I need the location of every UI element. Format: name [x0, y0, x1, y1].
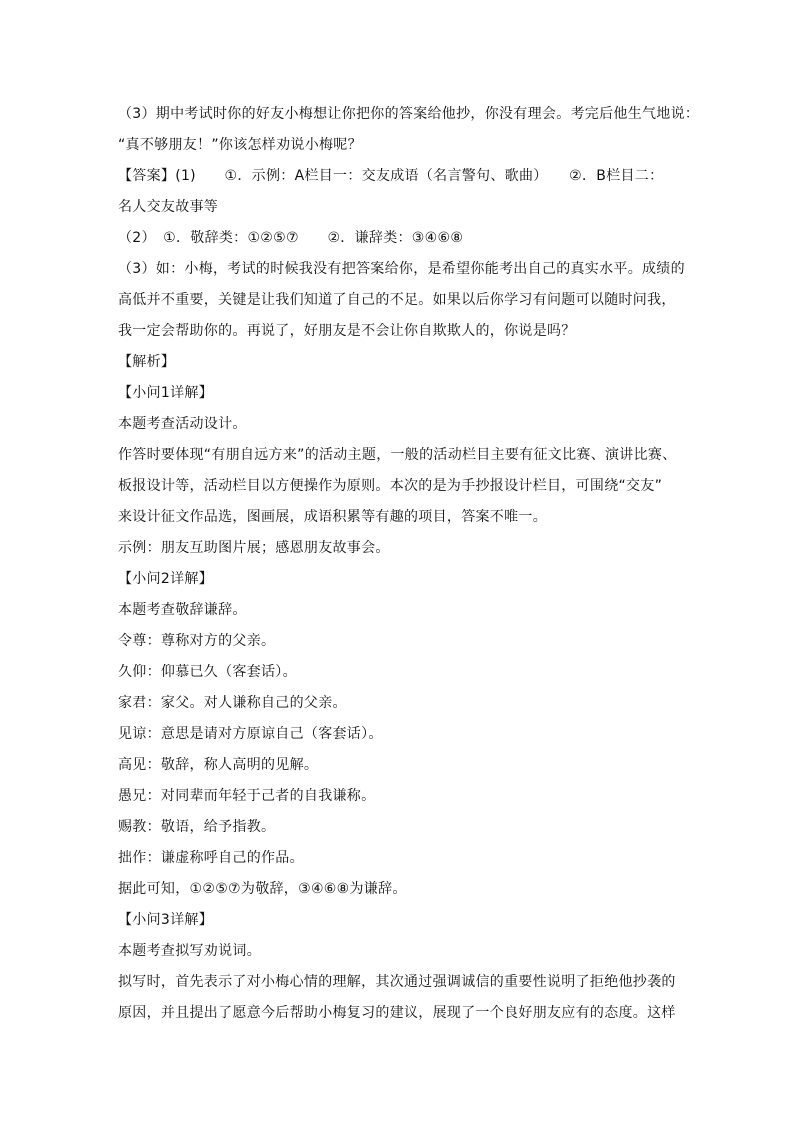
- question-3: （3）期中考试时你的好友小梅想让你把你的答案给他抄，你没有理会。考完后他生气地说：: [118, 106, 700, 122]
- answer-1-line2: 名人交友故事等: [118, 199, 219, 215]
- answer-3-line3: 我一定会帮助你的。再说了，好朋友是不会让你自欺欺人的，你说是吗？: [118, 323, 576, 339]
- analysis-heading: 【解析】: [118, 354, 176, 370]
- paragraph: 本题考查拟写劝说词。: [118, 943, 261, 959]
- term-definition: 家君：家父。对人谦称自己的父亲。: [118, 695, 347, 711]
- answer-2: （2） ①．敬辞类：①②⑤⑦ ②．谦辞类：③④⑥⑧: [118, 230, 464, 246]
- paragraph: 拟写时，首先表示了对小梅心情的理解，其次通过强调诚信的重要性说明了拒绝他抄袭的: [118, 974, 676, 990]
- answer-3-line2: 高低并不重要，关键是让我们知道了自己的不足。如果以后你学习有问题可以随时问我，: [118, 292, 676, 308]
- sub-question-1-heading: 【小问1详解】: [118, 385, 214, 401]
- paragraph: 原因，并且提出了愿意今后帮助小梅复习的建议，展现了一个良好朋友应有的态度。这样: [118, 1005, 676, 1021]
- term-definition: 见谅：意思是请对方原谅自己（客套话）。: [118, 726, 383, 742]
- answer-3-line1: （3）如：小梅，考试的时候我没有把答案给你，是希望你能考出自己的真实水平。成绩的: [118, 261, 685, 277]
- term-definition: 愚兄：对同辈而年轻于己者的自我谦称。: [118, 788, 376, 804]
- term-definition: 令尊：尊称对方的父亲。: [118, 633, 276, 649]
- paragraph: 示例：朋友互助图片展；感恩朋友故事会。: [118, 540, 390, 556]
- paragraph: 本题考查敬辞谦辞。: [118, 602, 247, 618]
- question-3-quote: “真不够朋友！”你该怎样劝说小梅呢？: [118, 137, 362, 153]
- sub-question-2-heading: 【小问2详解】: [118, 571, 214, 587]
- sub-question-3-heading: 【小问3详解】: [118, 912, 214, 928]
- paragraph: 板报设计等，活动栏目以方便操作为原则。本次的是为手抄报设计栏目，可围绕“交友”: [118, 478, 663, 494]
- paragraph: 据此可知，①②⑤⑦为敬辞，③④⑥⑧为谦辞。: [118, 881, 407, 897]
- paragraph: 本题考查活动设计。: [118, 416, 247, 432]
- term-definition: 高见：敬辞，称人高明的见解。: [118, 757, 319, 773]
- paragraph: 来设计征文作品选，图画展，成语积累等有趣的项目，答案不唯一。: [118, 509, 547, 525]
- term-definition: 拙作：谦虚称呼自己的作品。: [118, 850, 304, 866]
- term-definition: 赐教：敬语，给予指教。: [118, 819, 276, 835]
- term-definition: 久仰：仰慕已久（客套话）。: [118, 664, 297, 680]
- answer-1-line1: 【答案】(1) ①．示例：A栏目一：交友成语（名言警句、歌曲） ②．B栏目二：: [118, 168, 664, 184]
- paragraph: 作答时要体现“有朋自远方来”的活动主题，一般的活动栏目主要有征文比赛、演讲比赛、: [118, 447, 677, 463]
